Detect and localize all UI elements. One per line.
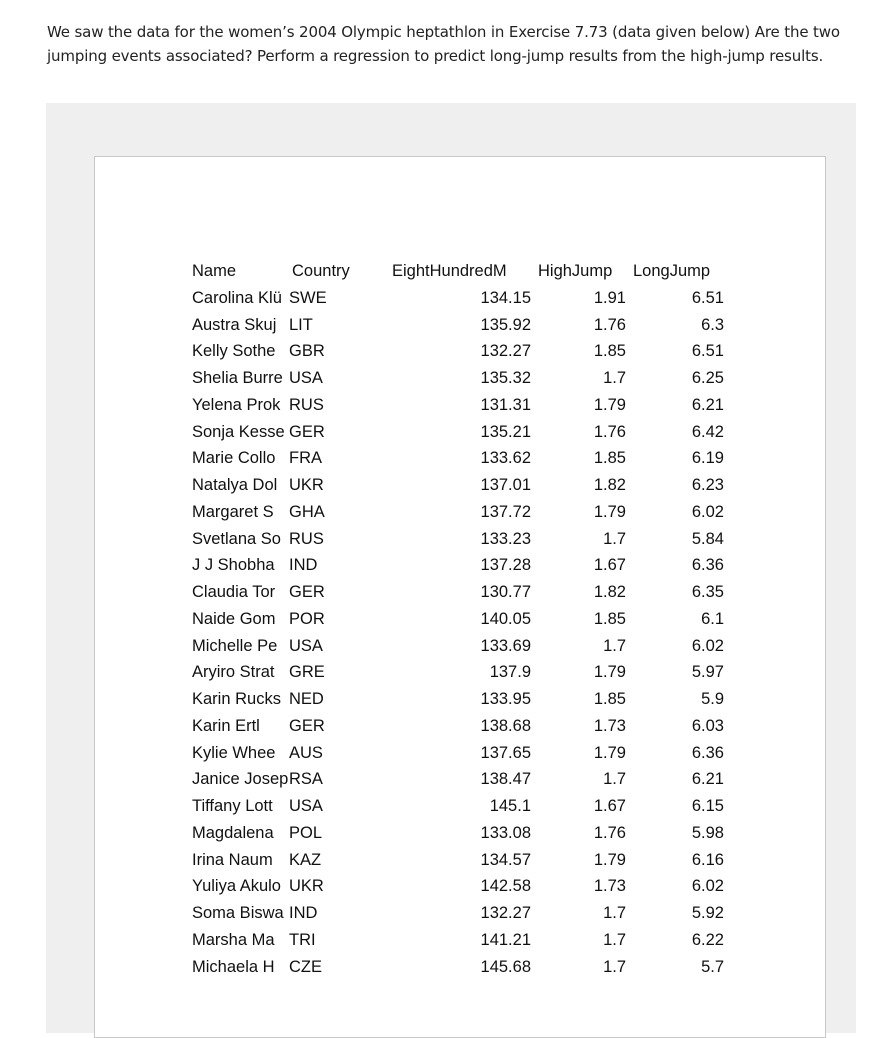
- cell-name: Yuliya Akulo: [192, 877, 281, 896]
- cell-longjump: 6.21: [691, 770, 724, 789]
- heptathlon-data-table: [192, 258, 732, 980]
- header-longjump: LongJump: [633, 262, 711, 280]
- cell-eighthundredm: 133.08: [480, 823, 531, 842]
- cell-longjump: 6.21: [691, 395, 724, 414]
- cell-longjump: 5.84: [691, 529, 724, 548]
- table-row: [192, 392, 732, 419]
- cell-name: Kelly Sothe: [192, 342, 276, 361]
- question-line-1: We saw the data for the women’s 2004 Olympic heptathlon in Exercise 7.73 (data given below) Are the two: [47, 23, 840, 41]
- cell-eighthundredm: 140.05: [480, 609, 531, 628]
- cell-longjump: 6.03: [691, 716, 724, 735]
- cell-eighthundredm: 132.27: [480, 342, 531, 361]
- cell-highjump: 1.7: [603, 529, 626, 548]
- cell-name: Yelena Prok: [192, 395, 281, 414]
- cell-eighthundredm: 133.95: [480, 690, 531, 708]
- cell-highjump: 1.79: [593, 743, 626, 762]
- cell-highjump: 1.7: [603, 636, 626, 655]
- cell-highjump: 1.7: [603, 957, 626, 976]
- table-row: [192, 900, 732, 927]
- table-header-row: [192, 258, 732, 285]
- cell-eighthundredm: 137.28: [480, 556, 531, 575]
- cell-highjump: 1.7: [603, 904, 626, 922]
- cell-highjump: 1.76: [593, 422, 626, 441]
- cell-country: GER: [289, 716, 325, 735]
- cell-name: J J Shobha: [192, 556, 275, 575]
- table-row: [192, 927, 732, 954]
- table-row: [192, 579, 732, 606]
- cell-eighthundredm: 138.47: [480, 770, 531, 789]
- cell-country: KAZ: [289, 850, 322, 869]
- table-row: [192, 766, 732, 793]
- cell-name: Margaret S: [192, 502, 274, 521]
- cell-name: Shelia Burre: [192, 369, 283, 387]
- header-name: Name: [192, 262, 237, 280]
- cell-highjump: 1.79: [593, 502, 626, 521]
- cell-country: UKR: [289, 877, 324, 896]
- cell-eighthundredm: 142.58: [480, 877, 531, 896]
- cell-longjump: 6.23: [691, 476, 724, 494]
- cell-eighthundredm: 133.62: [480, 449, 531, 468]
- cell-highjump: 1.82: [593, 476, 626, 494]
- cell-eighthundredm: 134.15: [480, 288, 531, 307]
- cell-highjump: 1.7: [603, 369, 626, 387]
- cell-highjump: 1.85: [593, 609, 626, 628]
- cell-country: FRA: [289, 449, 322, 468]
- cell-highjump: 1.85: [593, 690, 626, 708]
- cell-longjump: 6.02: [691, 877, 724, 896]
- cell-eighthundredm: 134.57: [480, 850, 531, 869]
- cell-country: POL: [289, 823, 323, 842]
- cell-country: RUS: [289, 529, 324, 548]
- cell-longjump: 5.9: [701, 690, 724, 708]
- cell-highjump: 1.79: [593, 395, 626, 414]
- cell-country: GER: [289, 583, 325, 601]
- cell-country: AUS: [289, 743, 323, 762]
- cell-longjump: 6.19: [691, 449, 724, 468]
- table-row: [192, 847, 732, 874]
- cell-highjump: 1.76: [593, 315, 626, 334]
- cell-country: USA: [289, 369, 323, 387]
- table-row: [192, 419, 732, 446]
- cell-eighthundredm: 137.65: [480, 743, 531, 762]
- cell-name: Marsha Ma: [192, 930, 275, 949]
- cell-eighthundredm: 135.32: [480, 369, 531, 387]
- table-row: [192, 499, 732, 526]
- header-country: Country: [292, 262, 350, 280]
- table-row: [192, 633, 732, 660]
- cell-longjump: 6.51: [691, 342, 724, 361]
- cell-highjump: 1.76: [593, 823, 626, 842]
- cell-longjump: 6.36: [691, 556, 724, 575]
- cell-name: Sonja Kesse: [192, 422, 285, 441]
- cell-eighthundredm: 145.68: [480, 957, 531, 976]
- cell-name: Natalya Dol: [192, 476, 278, 494]
- cell-eighthundredm: 138.68: [480, 716, 531, 735]
- cell-eighthundredm: 141.21: [480, 930, 531, 949]
- cell-eighthundredm: 133.23: [480, 529, 531, 548]
- cell-country: GBR: [289, 342, 325, 361]
- cell-country: CZE: [289, 957, 322, 976]
- cell-name: Tiffany Lott: [192, 797, 273, 815]
- cell-highjump: 1.91: [593, 288, 626, 307]
- cell-longjump: 6.1: [701, 609, 724, 628]
- header-highjump: HighJump: [538, 262, 613, 280]
- cell-highjump: 1.67: [593, 797, 626, 815]
- cell-eighthundredm: 137.01: [480, 476, 531, 494]
- cell-country: RUS: [289, 395, 324, 414]
- cell-country: UKR: [289, 476, 324, 494]
- cell-eighthundredm: 145.1: [489, 797, 531, 815]
- cell-eighthundredm: 135.92: [480, 315, 531, 334]
- cell-name: Kylie Whee: [192, 743, 276, 762]
- cell-country: IND: [289, 556, 318, 575]
- table-row: [192, 954, 732, 981]
- cell-country: RSA: [289, 770, 323, 789]
- table-row: [192, 659, 732, 686]
- cell-name: Janice Josep: [192, 770, 288, 789]
- cell-longjump: 5.97: [691, 663, 724, 682]
- cell-country: GER: [289, 422, 325, 441]
- table-row: [192, 873, 732, 900]
- cell-longjump: 6.02: [691, 636, 724, 655]
- cell-longjump: 5.7: [701, 957, 724, 976]
- cell-longjump: 6.36: [691, 743, 724, 762]
- cell-highjump: 1.79: [593, 850, 626, 869]
- cell-longjump: 6.42: [691, 422, 724, 441]
- cell-eighthundredm: 131.31: [480, 395, 531, 414]
- table-row: [192, 472, 732, 499]
- cell-longjump: 6.35: [691, 583, 724, 601]
- cell-name: Svetlana So: [192, 529, 281, 548]
- table-row: [192, 686, 732, 713]
- cell-country: GRE: [289, 663, 325, 682]
- cell-eighthundredm: 135.21: [480, 422, 531, 441]
- cell-longjump: 6.25: [691, 369, 724, 387]
- cell-country: POR: [289, 609, 325, 628]
- cell-highjump: 1.82: [593, 583, 626, 601]
- cell-longjump: 6.51: [691, 288, 724, 307]
- cell-highjump: 1.73: [593, 716, 626, 735]
- table-row: [192, 713, 732, 740]
- cell-country: NED: [289, 690, 324, 708]
- cell-name: Karin Ertl: [192, 716, 260, 735]
- cell-name: Michaela H: [192, 957, 275, 976]
- cell-highjump: 1.85: [593, 342, 626, 361]
- cell-country: USA: [289, 636, 323, 655]
- cell-eighthundredm: 137.9: [489, 663, 531, 682]
- cell-country: SWE: [289, 288, 327, 307]
- cell-highjump: 1.73: [593, 877, 626, 896]
- table-row: [192, 526, 732, 553]
- cell-name: Naide Gom: [192, 609, 276, 628]
- table-row: [192, 793, 732, 820]
- cell-name: Aryiro Strat: [192, 663, 275, 682]
- cell-eighthundredm: 137.72: [480, 502, 531, 521]
- cell-name: Marie Collo: [192, 449, 276, 468]
- table-row: [192, 338, 732, 365]
- cell-longjump: 5.92: [691, 904, 724, 922]
- cell-country: TRI: [289, 930, 316, 949]
- cell-longjump: 6.22: [691, 930, 724, 949]
- table-row: [192, 606, 732, 633]
- cell-highjump: 1.7: [603, 770, 626, 789]
- cell-country: IND: [289, 904, 318, 922]
- cell-eighthundredm: 130.77: [480, 583, 531, 601]
- cell-longjump: 6.15: [691, 797, 724, 815]
- cell-highjump: 1.85: [593, 449, 626, 468]
- cell-name: Irina Naum: [192, 850, 273, 869]
- question-line-2: jumping events associated? Perform a regression to predict long-jump results from the high-jump results.: [47, 47, 824, 65]
- cell-name: Austra Skuj: [192, 315, 277, 334]
- cell-longjump: 5.98: [691, 823, 724, 842]
- cell-eighthundredm: 132.27: [480, 904, 531, 922]
- cell-name: Michelle Pe: [192, 636, 278, 655]
- table-row: [192, 820, 732, 847]
- cell-name: Karin Rucks: [192, 690, 281, 708]
- question-text: [47, 20, 887, 68]
- table-row: [192, 285, 732, 312]
- cell-name: Carolina Klü: [192, 288, 282, 307]
- cell-name: Magdalena: [192, 823, 274, 842]
- cell-highjump: 1.7: [603, 930, 626, 949]
- cell-eighthundredm: 133.69: [480, 636, 531, 655]
- cell-longjump: 6.02: [691, 502, 724, 521]
- header-eighthundredm: EightHundredM: [392, 262, 507, 280]
- table-row: [192, 365, 732, 392]
- cell-highjump: 1.67: [593, 556, 626, 575]
- cell-name: Claudia Tor: [192, 583, 276, 601]
- cell-longjump: 6.3: [701, 315, 724, 334]
- table-row: [192, 740, 732, 767]
- cell-country: USA: [289, 797, 323, 815]
- cell-longjump: 6.16: [691, 850, 724, 869]
- cell-name: Soma Biswa: [192, 904, 284, 922]
- cell-country: GHA: [289, 502, 325, 521]
- cell-highjump: 1.79: [593, 663, 626, 682]
- table-row: [192, 312, 732, 339]
- table-row: [192, 552, 732, 579]
- table-row: [192, 445, 732, 472]
- cell-country: LIT: [289, 315, 313, 334]
